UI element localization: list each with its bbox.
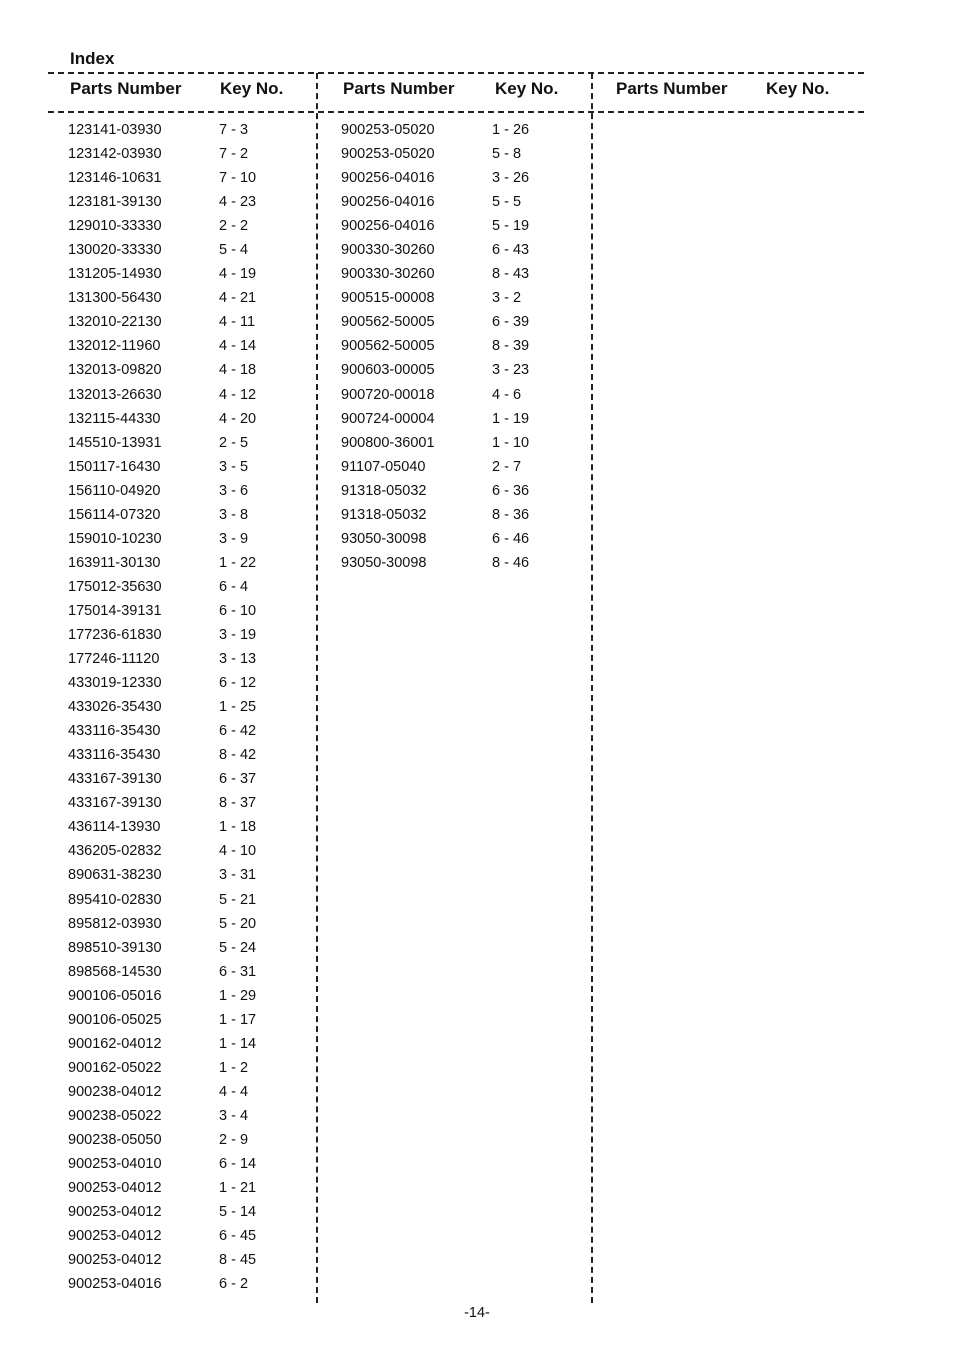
list-item [68,863,308,887]
key-number: 6 - 45 [219,1228,257,1245]
part-number: 900724-00004 [341,410,435,427]
key-number: 4 - 23 [219,194,257,211]
list-item [341,551,581,575]
part-number: 433026-35430 [68,699,162,716]
part-number: 900330-30260 [341,266,435,283]
part-number: 900562-50005 [341,314,435,331]
list-item [68,960,308,984]
list-item [68,190,308,214]
list-item [68,767,308,791]
list-item [68,671,308,695]
part-number: 900253-04012 [68,1204,162,1221]
part-number: 900603-00005 [341,362,435,379]
key-number: 1 - 17 [219,1011,257,1028]
part-number: 156110-04920 [68,482,161,499]
key-number: 3 - 26 [492,170,530,187]
part-number: 433167-39130 [68,771,162,788]
key-number: 5 - 21 [219,891,257,908]
key-number: 1 - 18 [219,819,257,836]
key-number: 6 - 36 [492,482,530,499]
key-number: 6 - 39 [492,314,530,331]
part-number: 900106-05016 [68,987,162,1004]
part-number: 132010-22130 [68,314,162,331]
key-number: 4 - 20 [219,410,257,427]
list-item [68,334,308,358]
header-top-divider [48,72,864,74]
key-number: 6 - 43 [492,242,530,259]
part-number: 177246-11120 [68,651,160,668]
part-number: 132012-11960 [68,338,161,355]
list-item [341,166,581,190]
part-number: 123146-10631 [68,170,162,187]
list-item [68,527,308,551]
list-item [68,1248,308,1272]
list-item [341,214,581,238]
list-item [68,791,308,815]
list-item [341,527,581,551]
part-number: 895410-02830 [68,891,162,908]
part-number: 900253-04016 [68,1276,162,1293]
part-number: 91107-05040 [341,458,426,475]
list-item [341,238,581,262]
part-number: 156114-07320 [68,506,161,523]
key-number: 4 - 19 [219,266,257,283]
key-number: 2 - 7 [492,458,522,475]
part-number: 900253-04012 [68,1228,162,1245]
key-number: 1 - 14 [219,1035,257,1052]
part-number: 900238-04012 [68,1083,162,1100]
list-item [68,1152,308,1176]
list-item [68,551,308,575]
column-2-key-header: Key No. [495,79,559,98]
key-number: 8 - 43 [492,266,530,283]
list-item [68,1176,308,1200]
part-number: 433116-35430 [68,723,161,740]
list-item [68,743,308,767]
part-number: 132115-44330 [68,410,161,427]
part-number: 159010-10230 [68,530,162,547]
part-number: 145510-13931 [68,434,162,451]
list-item [68,286,308,310]
list-item [341,383,581,407]
part-number: 175014-39131 [68,602,162,619]
list-item [341,358,581,382]
list-item [68,1104,308,1128]
list-item [68,575,308,599]
part-number: 93050-30098 [341,554,427,571]
part-number: 900106-05025 [68,1011,162,1028]
header-bottom-divider [48,111,864,113]
key-number: 3 - 13 [219,651,257,668]
list-item [68,1128,308,1152]
key-number: 1 - 2 [219,1059,249,1076]
list-item [68,912,308,936]
part-number: 900562-50005 [341,338,435,355]
list-item [68,262,308,286]
key-number: 4 - 18 [219,362,257,379]
part-number: 900253-05020 [341,122,435,138]
key-number: 8 - 39 [492,338,530,355]
list-item [68,984,308,1008]
key-number: 4 - 6 [492,386,522,403]
part-number: 129010-33330 [68,218,162,235]
key-number: 7 - 2 [219,146,249,163]
key-number: 5 - 24 [219,939,257,956]
column-divider-2 [591,73,593,1303]
column-divider-1 [316,73,318,1303]
list-item [341,431,581,455]
parts-column-1 [68,118,308,1296]
part-number: 132013-09820 [68,362,162,379]
key-number: 3 - 31 [219,867,257,884]
column-3-key-header: Key No. [766,79,830,98]
key-number: 6 - 14 [219,1156,257,1173]
part-number: 900330-30260 [341,242,435,259]
part-number: 91318-05032 [341,482,427,499]
part-number: 123141-03930 [68,122,162,138]
list-item [68,431,308,455]
list-item [68,936,308,960]
key-number: 8 - 42 [219,747,257,764]
list-item [68,1272,308,1296]
key-number: 3 - 2 [492,290,522,307]
part-number: 890631-38230 [68,867,162,884]
list-item [68,839,308,863]
part-number: 898568-14530 [68,963,162,980]
key-number: 1 - 10 [492,434,530,451]
key-number: 8 - 36 [492,506,530,523]
list-item [68,719,308,743]
key-number: 8 - 46 [492,554,530,571]
key-number: 5 - 14 [219,1204,257,1221]
list-item [341,503,581,527]
part-number: 900515-00008 [341,290,435,307]
key-number: 5 - 5 [492,194,522,211]
list-item [68,623,308,647]
part-number: 123142-03930 [68,146,162,163]
list-item [68,407,308,431]
key-number: 4 - 10 [219,843,257,860]
key-number: 4 - 21 [219,290,257,307]
part-number: 123181-39130 [68,194,162,211]
list-item [68,166,308,190]
part-number: 433019-12330 [68,675,162,692]
key-number: 3 - 4 [219,1107,249,1124]
part-number: 131300-56430 [68,290,162,307]
key-number: 6 - 42 [219,723,257,740]
key-number: 1 - 29 [219,987,257,1004]
list-item [68,479,308,503]
part-number: 898510-39130 [68,939,162,956]
key-number: 2 - 9 [219,1131,249,1148]
list-item [341,479,581,503]
page-number: -14- [464,1305,490,1321]
part-number: 130020-33330 [68,242,162,259]
key-number: 8 - 37 [219,795,257,812]
key-number: 1 - 26 [492,122,530,138]
list-item [341,334,581,358]
list-item [341,455,581,479]
key-number: 4 - 11 [219,314,256,331]
list-item [68,695,308,719]
column-3-parts-header: Parts Number [616,79,728,98]
part-number: 895812-03930 [68,915,162,932]
list-item [68,310,308,334]
list-item [68,214,308,238]
part-number: 163911-30130 [68,554,161,571]
part-number: 91318-05032 [341,506,427,523]
list-item [68,1032,308,1056]
list-item [68,1224,308,1248]
list-item [68,1200,308,1224]
list-item [68,455,308,479]
key-number: 1 - 19 [492,410,530,427]
part-number: 150117-16430 [68,458,161,475]
key-number: 3 - 19 [219,626,257,643]
key-number: 4 - 4 [219,1083,249,1100]
part-number: 132013-26630 [68,386,162,403]
list-item [68,142,308,166]
part-number: 93050-30098 [341,530,427,547]
list-item [341,142,581,166]
part-number: 900256-04016 [341,218,435,235]
key-number: 6 - 12 [219,675,257,692]
key-number: 1 - 21 [219,1180,257,1197]
part-number: 900256-04016 [341,170,435,187]
key-number: 4 - 14 [219,338,257,355]
part-number: 900253-04010 [68,1156,162,1173]
list-item [68,238,308,262]
key-number: 8 - 45 [219,1252,257,1269]
list-item [68,599,308,623]
list-item [341,118,581,142]
list-item [68,888,308,912]
key-number: 3 - 23 [492,362,530,379]
part-number: 900162-04012 [68,1035,162,1052]
list-item [68,118,308,142]
key-number: 3 - 8 [219,506,249,523]
part-number: 900162-05022 [68,1059,162,1076]
key-number: 6 - 31 [219,963,257,980]
list-item [68,1080,308,1104]
key-number: 5 - 8 [492,146,522,163]
list-item [341,286,581,310]
key-number: 1 - 22 [219,554,257,571]
key-number: 2 - 5 [219,434,249,451]
part-number: 900800-36001 [341,434,435,451]
key-number: 3 - 5 [219,458,249,475]
part-number: 900238-05050 [68,1131,162,1148]
list-item [68,1008,308,1032]
index-title: Index [70,49,115,68]
part-number: 900256-04016 [341,194,435,211]
part-number: 131205-14930 [68,266,162,283]
key-number: 5 - 20 [219,915,257,932]
key-number: 6 - 10 [219,602,257,619]
part-number: 900253-05020 [341,146,435,163]
column-2-parts-header: Parts Number [343,79,455,98]
key-number: 5 - 19 [492,218,530,235]
column-1-key-header: Key No. [220,79,284,98]
list-item [341,262,581,286]
key-number: 6 - 37 [219,771,257,788]
key-number: 7 - 10 [219,170,257,187]
part-number: 175012-35630 [68,578,162,595]
part-number: 900720-00018 [341,386,435,403]
list-item [68,503,308,527]
key-number: 5 - 4 [219,242,249,259]
part-number: 436114-13930 [68,819,161,836]
key-number: 6 - 2 [219,1276,249,1293]
list-item [68,815,308,839]
key-number: 3 - 6 [219,482,249,499]
key-number: 7 - 3 [219,122,249,138]
part-number: 900253-04012 [68,1252,162,1269]
part-number: 436205-02832 [68,843,162,860]
list-item [341,190,581,214]
column-1-parts-header: Parts Number [70,79,182,98]
key-number: 6 - 4 [219,578,249,595]
key-number: 3 - 9 [219,530,249,547]
key-number: 1 - 25 [219,699,257,716]
parts-column-2 [341,118,581,575]
part-number: 433116-35430 [68,747,161,764]
list-item [68,1056,308,1080]
key-number: 2 - 2 [219,218,249,235]
list-item [341,407,581,431]
list-item [341,310,581,334]
key-number: 4 - 12 [219,386,257,403]
part-number: 900238-05022 [68,1107,162,1124]
part-number: 433167-39130 [68,795,162,812]
part-number: 177236-61830 [68,626,162,643]
part-number: 900253-04012 [68,1180,162,1197]
list-item [68,647,308,671]
key-number: 6 - 46 [492,530,530,547]
list-item [68,383,308,407]
list-item [68,358,308,382]
